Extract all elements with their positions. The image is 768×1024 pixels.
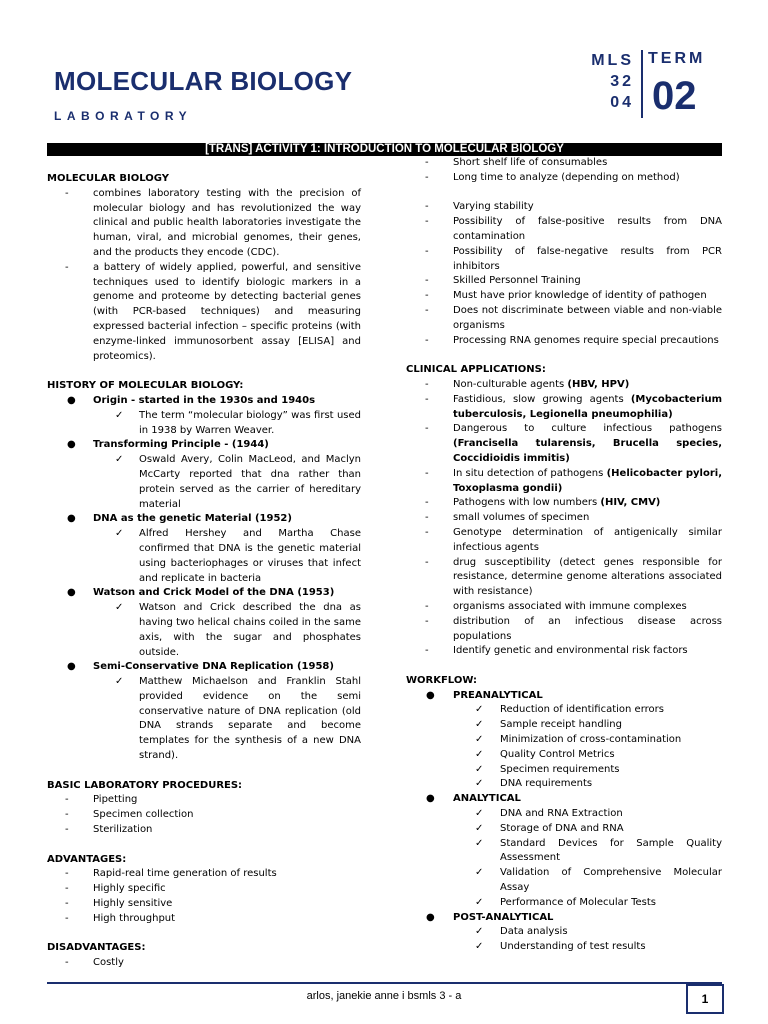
- check-icon: ✓: [475, 867, 484, 879]
- history-detail-text: The term “molecular biology” was first used in 1938 by Warren Weaver.: [139, 409, 361, 436]
- history-item-text: Transforming Principle - (1944): [93, 439, 269, 451]
- check-icon: ✓: [115, 454, 124, 466]
- workflow-step-text: DNA and RNA Extraction: [500, 808, 623, 820]
- workflow-step-text: Specimen requirements: [500, 763, 620, 775]
- list-item: [406, 304, 722, 334]
- workflow-step-text: Quality Control Metrics: [500, 748, 615, 760]
- term-label: TERM: [648, 50, 706, 67]
- workflow-step-text: Standard Devices for Sample Quality Assessment: [500, 837, 722, 864]
- list-item-text: Short shelf life of consumables: [453, 157, 608, 168]
- check-icon: ✓: [115, 528, 124, 540]
- list-item-text: Rapid-real time generation of results: [93, 868, 277, 880]
- dash-marker: -: [425, 216, 429, 228]
- footer-author: arlos, janekie anne i bsmls 3 - a: [306, 990, 462, 1002]
- clinical-item-examples: (HBV, HPV): [567, 378, 630, 390]
- check-icon: ✓: [475, 808, 484, 820]
- dash-marker: -: [425, 290, 429, 302]
- header-title: MOLECULAR BIOLOGY: [54, 66, 353, 96]
- list-item: [47, 882, 361, 897]
- history-item-text: Origin - started in the 1930s and 1940s: [93, 394, 316, 406]
- workflow-step: [406, 837, 722, 867]
- check-icon: ✓: [115, 409, 124, 421]
- list-item-text: Long time to analyze (depending on method): [453, 171, 680, 183]
- clinical-item: [406, 644, 722, 659]
- bullet-marker: ●: [426, 793, 435, 805]
- workflow-phase-text: POST-ANALYTICAL: [453, 911, 554, 923]
- check-icon: ✓: [475, 734, 484, 746]
- bullet-marker: ●: [426, 911, 435, 923]
- list-item: [406, 200, 722, 215]
- list-item-text: Pipetting: [93, 794, 138, 806]
- dash-marker: -: [425, 526, 429, 538]
- dash-marker: -: [425, 304, 429, 316]
- list-item-text: Possibility of false-negative results from PCR inhibitors: [453, 245, 722, 272]
- workflow-step: [406, 733, 722, 748]
- check-icon: ✓: [115, 602, 124, 614]
- dash-marker: -: [65, 957, 69, 969]
- list-item-text: Costly: [93, 957, 124, 969]
- clinical-item: [406, 615, 722, 645]
- history-detail: [47, 409, 361, 439]
- section-heading-molecular-biology: MOLECULAR BIOLOGY: [47, 173, 169, 184]
- check-icon: ✓: [115, 676, 124, 688]
- history-item: [47, 586, 361, 601]
- check-icon: ✓: [475, 837, 484, 849]
- list-item-text: combines laboratory testing with the precision of molecular biology and has revolutionized the way clinical and public health laboratories investigate the human, viral, and microbial genomes, their genes, and the products they encode (CDC).: [93, 187, 361, 258]
- workflow-step: [406, 822, 722, 837]
- workflow-step: [406, 763, 722, 778]
- spacer: [47, 838, 361, 853]
- dash-marker: -: [425, 423, 429, 435]
- list-item: [47, 187, 361, 261]
- workflow-phase: [406, 689, 722, 704]
- section-heading-workflow: WORKFLOW:: [406, 674, 478, 686]
- list-item: [47, 808, 361, 823]
- clinical-item-text: small volumes of specimen: [453, 512, 590, 524]
- dash-marker: -: [425, 201, 429, 213]
- history-detail-text: Oswald Avery, Colin MacLeod, and Maclyn McCarty reported that dna rather than protein served as the carrier of hereditary material: [139, 454, 361, 510]
- history-item: [47, 660, 361, 675]
- list-item: [406, 289, 722, 304]
- workflow-step-text: Reduction of identification errors: [500, 704, 664, 716]
- history-item-text: Watson and Crick Model of the DNA (1953): [93, 587, 335, 599]
- clinical-item: [406, 556, 722, 600]
- list-item: [406, 215, 722, 245]
- footer-line: [47, 982, 722, 984]
- check-icon: ✓: [475, 704, 484, 716]
- clinical-item-text: distribution of an infectious disease across populations: [453, 615, 722, 642]
- clinical-item-examples: (Francisella tularensis, Brucella species, Coccidioidis immitis): [453, 438, 722, 464]
- clinical-item-text: Fastidious, slow growing agents: [453, 393, 631, 405]
- workflow-step-text: Data analysis: [500, 926, 568, 938]
- dash-marker: -: [65, 898, 69, 910]
- workflow-step-text: Performance of Molecular Tests: [500, 896, 656, 908]
- left-column: [47, 172, 361, 971]
- dash-marker: -: [425, 171, 429, 183]
- section-heading-basic: BASIC LABORATORY PROCEDURES:: [47, 779, 243, 791]
- list-item-text: Sterilization: [93, 824, 153, 836]
- header-subtitle: LABORATORY: [54, 109, 193, 123]
- workflow-step: [406, 807, 722, 822]
- list-item-text: Highly sensitive: [93, 898, 173, 910]
- clinical-item-text: Pathogens with low numbers: [453, 497, 601, 509]
- workflow-step: [406, 777, 722, 792]
- list-item: [47, 793, 361, 808]
- list-item: [47, 867, 361, 882]
- clinical-item: [406, 393, 722, 423]
- activity-banner: [TRANS] ACTIVITY 1: INTRODUCTION TO MOLECULAR BIOLOGY: [47, 143, 722, 156]
- list-item-text: Varying stability: [453, 201, 534, 213]
- dash-marker: -: [425, 556, 429, 568]
- history-detail-text: Watson and Crick described the dna as having two helical chains coiled in the same axis, with the sugar and phosphates outside.: [139, 602, 361, 658]
- check-icon: ✓: [475, 941, 484, 953]
- dash-marker: -: [425, 615, 429, 627]
- dash-marker: -: [425, 600, 429, 612]
- bullet-marker: ●: [67, 439, 76, 451]
- dash-marker: -: [65, 809, 69, 821]
- dash-marker: -: [425, 245, 429, 257]
- term-number: 02: [652, 74, 697, 118]
- clinical-item: [406, 526, 722, 556]
- dash-marker: -: [425, 334, 429, 346]
- list-item-text: a battery of widely applied, powerful, and sensitive techniques used to identify biologic markers in a genome and proteome by detecting bacterial genes (with PCR-based techniques) and measuring expressed bacterial infection – specific proteins (with enzyme-linked immunosorbent assay [ELISA] and proteomics).: [93, 261, 361, 362]
- clinical-item-text: Dangerous to culture infectious pathogens: [453, 423, 722, 435]
- list-item: [47, 823, 361, 838]
- list-item-text: Specimen collection: [93, 809, 194, 821]
- clinical-item-text: Identify genetic and environmental risk factors: [453, 645, 688, 657]
- clinical-item-examples: (Helicobacter pylori, Toxoplasma gondii): [453, 467, 722, 494]
- section-heading-history: HISTORY OF MOLECULAR BIOLOGY:: [47, 380, 244, 392]
- check-icon: ✓: [475, 926, 484, 938]
- clinical-item: [406, 422, 722, 466]
- history-detail-text: Matthew Michaelson and Franklin Stahl provided evidence on the semi conservative nature of DNA replication (old DNA strands separate and become templates for the synthesis of a new DNA strand).: [139, 676, 361, 762]
- list-item: [406, 171, 722, 186]
- mls-number-2: 04: [610, 94, 634, 111]
- spacer: [406, 659, 722, 674]
- clinical-item-examples: (HIV, CMV): [600, 497, 661, 509]
- history-detail: [47, 453, 361, 512]
- bullet-marker: ●: [67, 394, 76, 406]
- workflow-phase-text: PREANALYTICAL: [453, 689, 543, 701]
- clinical-item: [406, 467, 722, 497]
- check-icon: ✓: [475, 763, 484, 775]
- clinical-item-examples: (Mycobacterium tuberculosis, Legionella pneumophilia): [453, 393, 722, 420]
- clinical-item-text: Genotype determination of antigenically similar infectious agents: [453, 526, 722, 553]
- workflow-step: [406, 940, 722, 955]
- dash-marker: -: [65, 868, 69, 880]
- bullet-marker: ●: [426, 689, 435, 701]
- clinical-item-text: organisms associated with immune complexes: [453, 600, 687, 612]
- dash-marker: -: [65, 261, 69, 273]
- workflow-step-text: Validation of Comprehensive Molecular Assay: [500, 867, 722, 894]
- history-item: [47, 438, 361, 453]
- list-item-text: Must have prior knowledge of identity of pathogen: [453, 290, 707, 302]
- list-item: [406, 245, 722, 275]
- clinical-item: [406, 600, 722, 615]
- history-item: [47, 394, 361, 409]
- workflow-step: [406, 925, 722, 940]
- workflow-phase: [406, 911, 722, 926]
- dash-marker: -: [65, 824, 69, 836]
- clinical-item: [406, 496, 722, 511]
- dash-marker: -: [65, 794, 69, 806]
- check-icon: ✓: [475, 719, 484, 731]
- header-divider: [641, 50, 643, 118]
- spacer: [47, 764, 361, 779]
- list-item: [47, 956, 361, 971]
- spacer: [47, 927, 361, 942]
- mls-number-1: 32: [610, 73, 634, 90]
- history-detail: [47, 527, 361, 586]
- dash-marker: -: [65, 883, 69, 895]
- workflow-step-text: Minimization of cross-contamination: [500, 734, 682, 746]
- mls-block: [580, 50, 634, 113]
- dash-marker: -: [425, 497, 429, 509]
- history-detail: [47, 601, 361, 660]
- page-number: 1: [686, 984, 724, 1014]
- list-item-text: Skilled Personnel Training: [453, 275, 581, 287]
- workflow-step-text: Understanding of test results: [500, 941, 646, 953]
- dash-marker: -: [425, 512, 429, 524]
- dash-marker: -: [425, 275, 429, 287]
- spacer: [406, 186, 722, 201]
- clinical-item-text: drug susceptibility (detect genes responsible for resistance, determine genome alterations associated with resistance): [453, 556, 722, 598]
- history-item: [47, 512, 361, 527]
- spacer: [47, 364, 361, 379]
- clinical-item-text: In situ detection of pathogens: [453, 467, 607, 479]
- list-item: [47, 261, 361, 365]
- list-item: [406, 334, 722, 349]
- list-item-text: Processing RNA genomes require special precautions: [453, 334, 719, 346]
- dash-marker: -: [65, 912, 69, 924]
- list-item: [47, 897, 361, 912]
- check-icon: ✓: [475, 778, 484, 790]
- workflow-step: [406, 866, 722, 896]
- history-detail: [47, 675, 361, 764]
- bullet-marker: ●: [67, 587, 76, 599]
- list-item: [406, 274, 722, 289]
- section-heading-disadvantages: DISADVANTAGES:: [47, 942, 146, 954]
- workflow-phase-text: ANALYTICAL: [453, 793, 521, 805]
- spacer: [406, 348, 722, 363]
- clinical-item-text: Non-culturable agents: [453, 378, 568, 390]
- clinical-item: [406, 511, 722, 526]
- workflow-step: [406, 748, 722, 763]
- dash-marker: -: [65, 187, 69, 199]
- list-item-text: Does not discriminate between viable and non-viable organisms: [453, 304, 722, 331]
- bullet-marker: ●: [67, 513, 76, 525]
- workflow-phase: [406, 792, 722, 807]
- section-heading-advantages: ADVANTAGES:: [47, 853, 127, 865]
- history-item-text: DNA as the genetic Material (1952): [93, 513, 292, 525]
- dash-marker: -: [425, 378, 429, 390]
- bullet-marker: ●: [67, 661, 76, 673]
- list-item: [47, 912, 361, 927]
- history-detail-text: Alfred Hershey and Martha Chase confirmed that DNA is the genetic material using bacteriophages or viruses that infect and replicate in bacteria: [139, 528, 361, 584]
- workflow-step: [406, 718, 722, 733]
- mls-label: MLS: [591, 52, 634, 69]
- list-item: [406, 156, 722, 171]
- list-item-text: Highly specific: [93, 883, 166, 895]
- dash-marker: -: [425, 467, 429, 479]
- workflow-step-text: Sample receipt handling: [500, 719, 622, 731]
- check-icon: ✓: [475, 748, 484, 760]
- workflow-step-text: DNA requirements: [500, 778, 593, 790]
- list-item-text: High throughput: [93, 912, 176, 924]
- workflow-step-text: Storage of DNA and RNA: [500, 822, 624, 834]
- check-icon: ✓: [475, 822, 484, 834]
- dash-marker: -: [425, 157, 429, 168]
- list-item-text: Possibility of false-positive results from DNA contamination: [453, 216, 722, 242]
- workflow-step: [406, 896, 722, 911]
- right-column: [406, 156, 722, 955]
- section-heading-clinical: CLINICAL APPLICATIONS:: [406, 364, 546, 376]
- workflow-step: [406, 703, 722, 718]
- dash-marker: -: [425, 645, 429, 657]
- dash-marker: -: [425, 393, 429, 405]
- history-item-text: Semi-Conservative DNA Replication (1958): [93, 661, 334, 673]
- clinical-item: [406, 378, 722, 393]
- check-icon: ✓: [475, 896, 484, 908]
